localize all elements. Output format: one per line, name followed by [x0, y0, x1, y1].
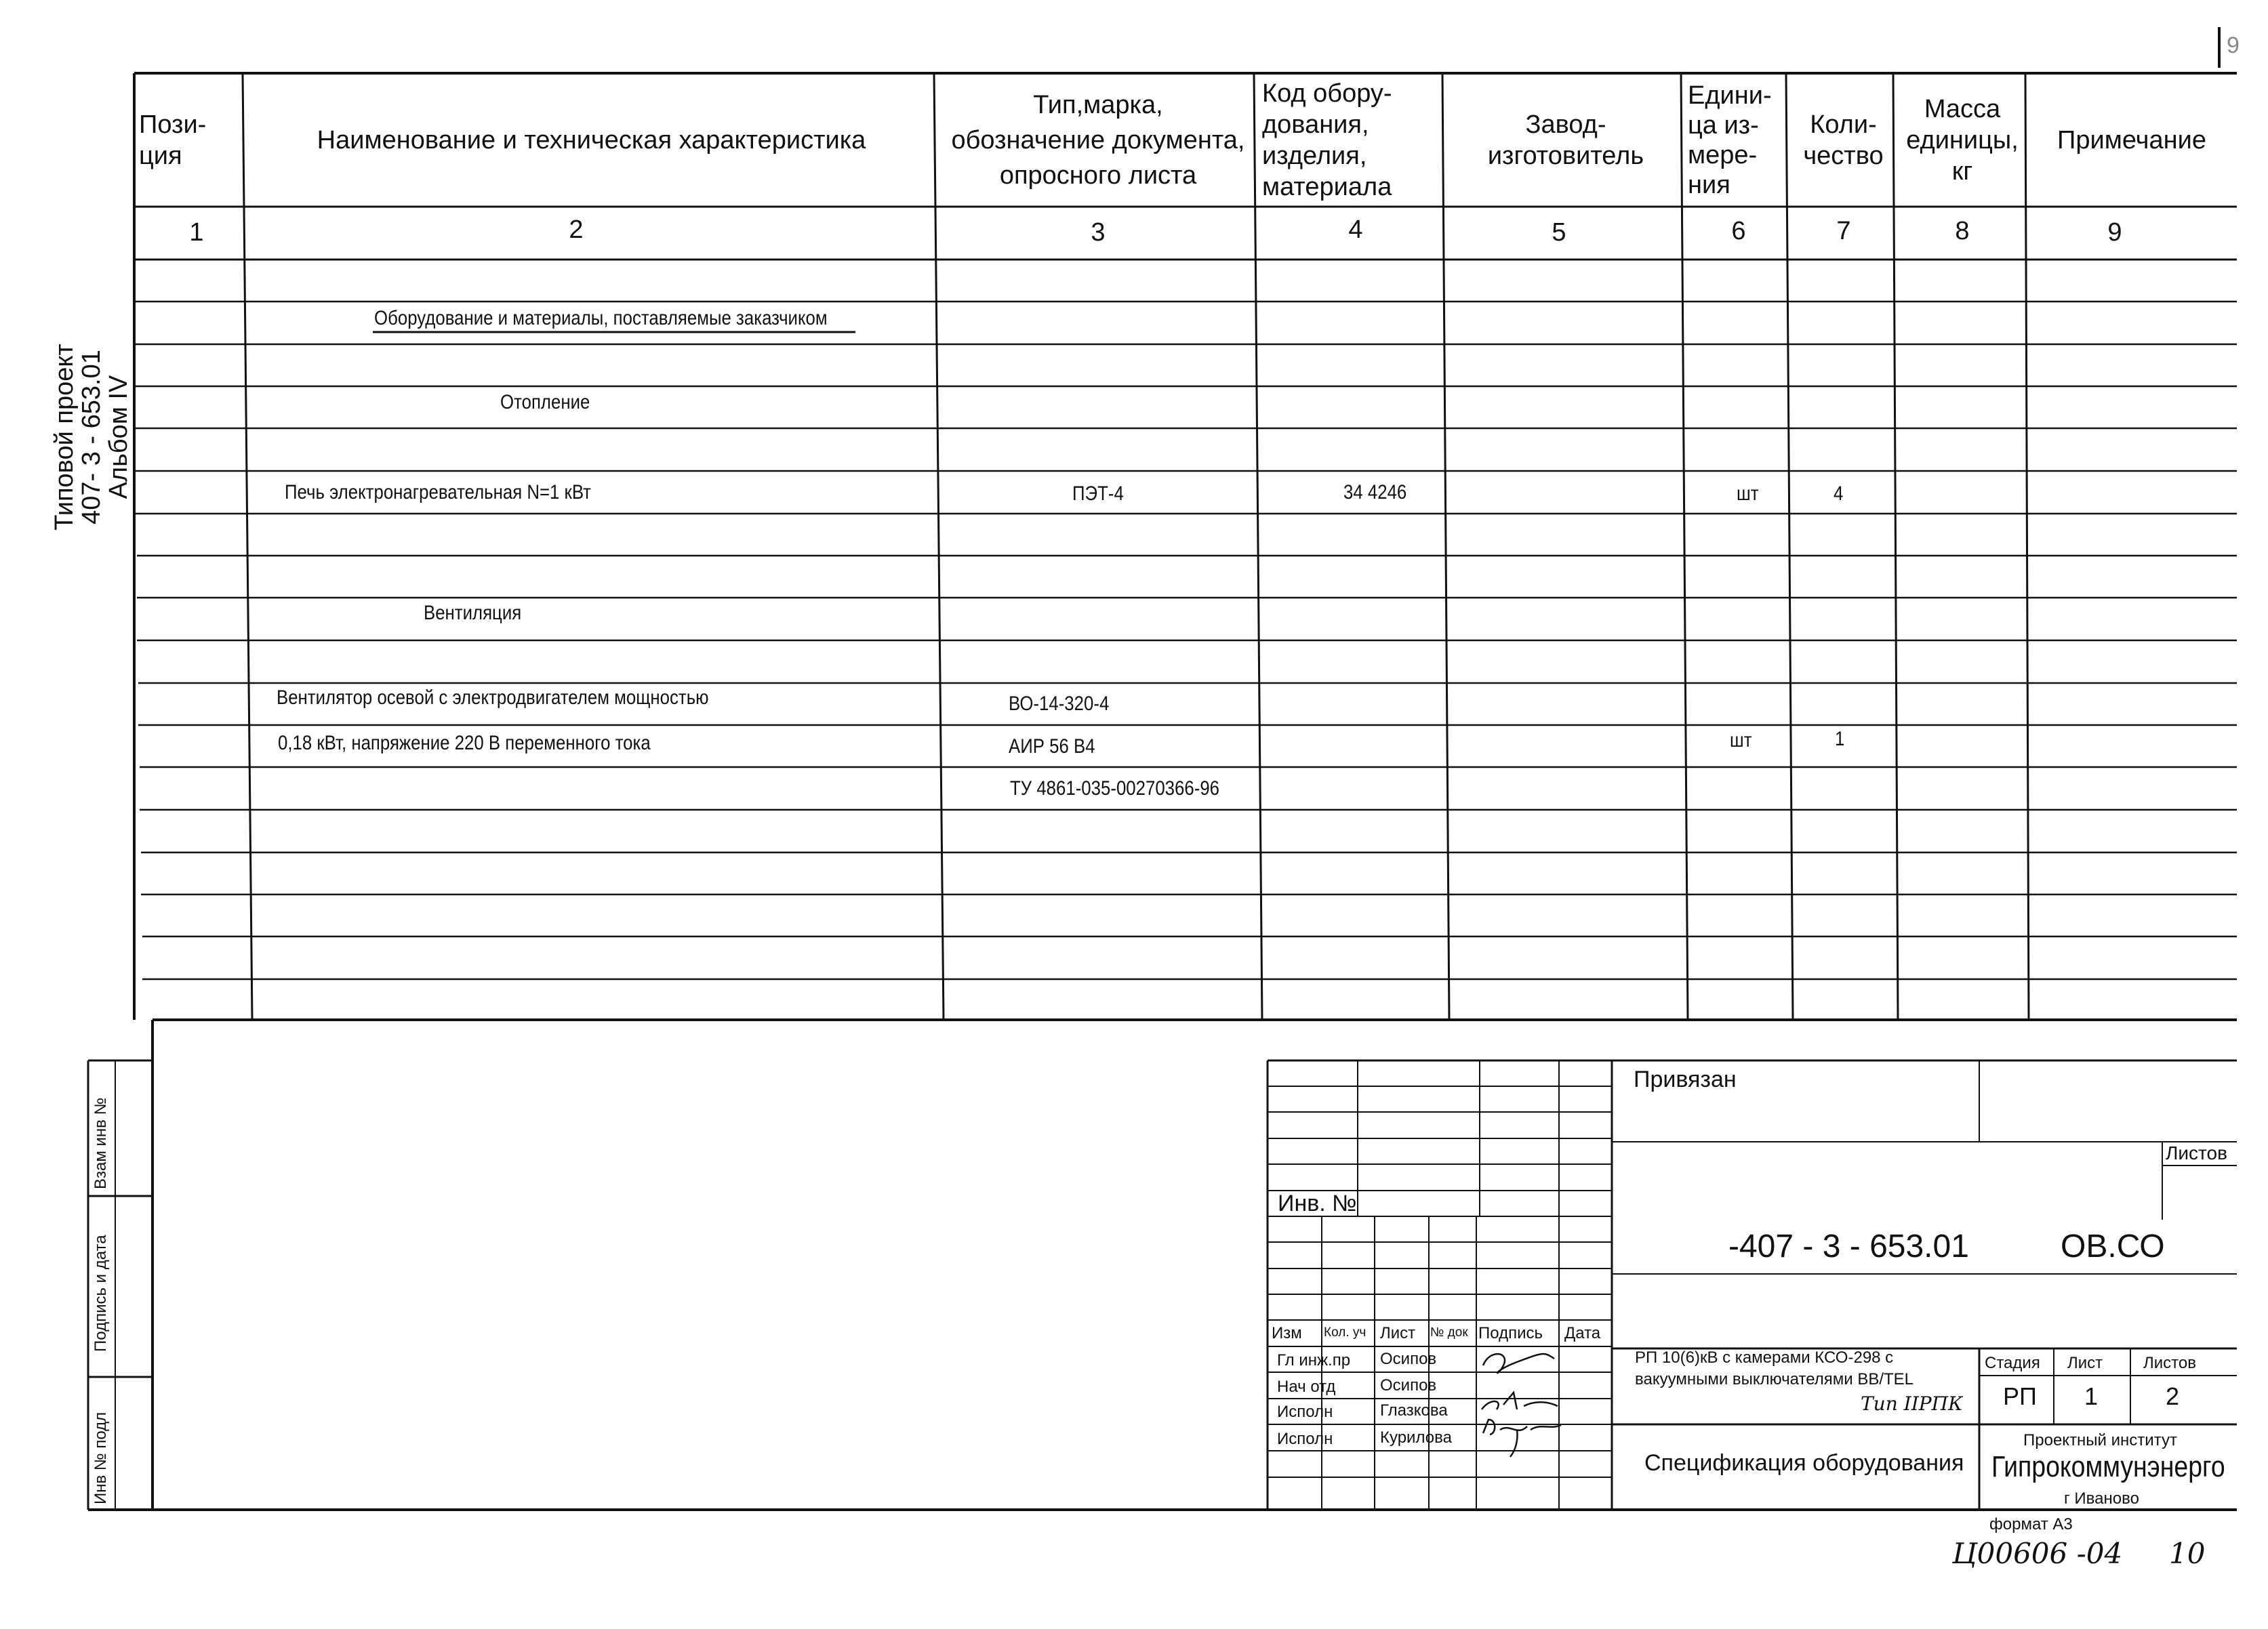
col-label-izm: Изм — [1272, 1324, 1302, 1342]
stage-value: РП — [2003, 1382, 2037, 1410]
header-name: Наименование и техническая характеристика — [317, 126, 866, 154]
role-1: Гл инж.пр — [1277, 1351, 1351, 1369]
fan-name-line-2: 0,18 кВт, напряжение 220 В переменного тока — [278, 732, 651, 754]
header-quantity: Коли- чество — [1803, 110, 1884, 170]
fan-unit: шт — [1730, 729, 1752, 751]
sheet-label: Лист — [2067, 1354, 2103, 1372]
col-label-kol-uch: Кол. уч — [1324, 1325, 1366, 1340]
heater-code: 34 4246 — [1343, 481, 1407, 503]
role-4: Исполн — [1277, 1430, 1333, 1448]
archive-page: 10 — [2169, 1537, 2206, 1570]
column-number-2: 2 — [569, 215, 584, 244]
stamp-label-inv: Инв № подл — [92, 1411, 110, 1504]
stamp-label-podpis: Подпись и дата — [92, 1235, 110, 1352]
institute-name: Гипрокоммунэнерго — [1991, 1450, 2225, 1483]
archive-number: Ц00606 -04 — [1952, 1537, 2123, 1570]
column-number-3: 3 — [1091, 218, 1106, 247]
sheets-value: 2 — [2166, 1382, 2180, 1410]
object-type: Тип IIРПК — [1861, 1393, 1963, 1415]
column-number-1: 1 — [189, 218, 204, 247]
object-line-1: РП 10(6)кВ с камерами КСО-298 с — [1635, 1348, 1894, 1367]
project-line-2: 407- 3 - 653.01 — [77, 350, 106, 524]
role-4-name: Курилова — [1380, 1428, 1452, 1447]
column-number-4: 4 — [1348, 215, 1363, 244]
col-label-podpis: Подпись — [1478, 1324, 1543, 1342]
sheets-label: Листов — [2143, 1354, 2196, 1372]
heater-quantity: 4 — [1834, 482, 1844, 505]
institute-label: Проектный институт — [2023, 1431, 2177, 1449]
heater-unit: шт — [1737, 482, 1759, 505]
sheet-value: 1 — [2084, 1382, 2099, 1410]
fan-type-line-1: ВО-14-320-4 — [1009, 693, 1110, 715]
header-unit: Едини- ца из- мере- ния — [1688, 81, 1772, 199]
listov-top-label: Листов — [2166, 1142, 2227, 1163]
heater-name: Печь электронагревательная N=1 кВт — [285, 481, 592, 503]
header-type: Тип,марка, обозначение документа, опросного листа — [951, 91, 1245, 190]
role-3: Исполн — [1277, 1403, 1333, 1421]
page-corner-mark: 9 — [2227, 33, 2240, 58]
fan-type-line-3: ТУ 4861-035-00270366-96 — [1010, 777, 1220, 800]
header-note: Примечание — [2057, 126, 2206, 154]
column-number-6: 6 — [1731, 217, 1746, 245]
role-2: Нач отд — [1277, 1378, 1336, 1396]
privyazan-label: Привязан — [1634, 1067, 1737, 1092]
column-number-8: 8 — [1955, 217, 1970, 245]
document-code: -407 - 3 - 653.01 — [1728, 1229, 1969, 1264]
col-label-data: Дата — [1564, 1324, 1601, 1342]
role-3-name: Глазкова — [1380, 1401, 1448, 1420]
header-code: Код обору- дования, изделия, материала — [1262, 79, 1392, 201]
header-position: Пози- ция — [139, 110, 207, 170]
section-ventilation: Вентиляция — [424, 602, 522, 624]
header-mass: Масса единицы, кг — [1906, 95, 2019, 186]
document-title: Спецификация оборудования — [1644, 1450, 1964, 1476]
fan-type-line-2: АИР 56 В4 — [1009, 735, 1095, 758]
col-label-no-dok: № док — [1430, 1325, 1468, 1340]
format-label: формат А3 — [1989, 1515, 2073, 1533]
project-line-3: Альбом IV — [104, 375, 133, 499]
project-line-1: Типовой проект — [50, 344, 79, 531]
column-number-5: 5 — [1552, 218, 1566, 247]
fan-quantity: 1 — [1835, 728, 1845, 750]
document-mark: ОВ.СО — [2061, 1229, 2165, 1264]
fan-name-line-1: Вентилятор осевой с электродвигателем мощностью — [277, 686, 709, 709]
role-2-name: Осипов — [1380, 1376, 1437, 1395]
header-manufacturer: Завод- изготовитель — [1487, 110, 1644, 170]
col-label-list: Лист — [1380, 1324, 1416, 1342]
section-customer-supplied: Оборудование и материалы, поставляемые заказчиком — [374, 307, 828, 329]
handwritten-signatures — [1476, 1345, 1564, 1467]
role-1-name: Осипов — [1380, 1350, 1437, 1368]
object-line-2: вакуумными выключателями ВВ/TEL — [1635, 1370, 1914, 1388]
column-number-9: 9 — [2107, 218, 2122, 247]
inv-no-label: Инв. № — [1278, 1191, 1357, 1216]
column-number-7: 7 — [1836, 217, 1851, 245]
stage-label: Стадия — [1985, 1354, 2040, 1372]
heater-type: ПЭТ-4 — [1072, 482, 1124, 505]
stamp-label-vzam: Взам инв № — [92, 1097, 110, 1189]
project-title-vertical — [51, 339, 132, 535]
section-heating: Отопление — [500, 391, 590, 413]
city: г Иваново — [2064, 1489, 2139, 1508]
